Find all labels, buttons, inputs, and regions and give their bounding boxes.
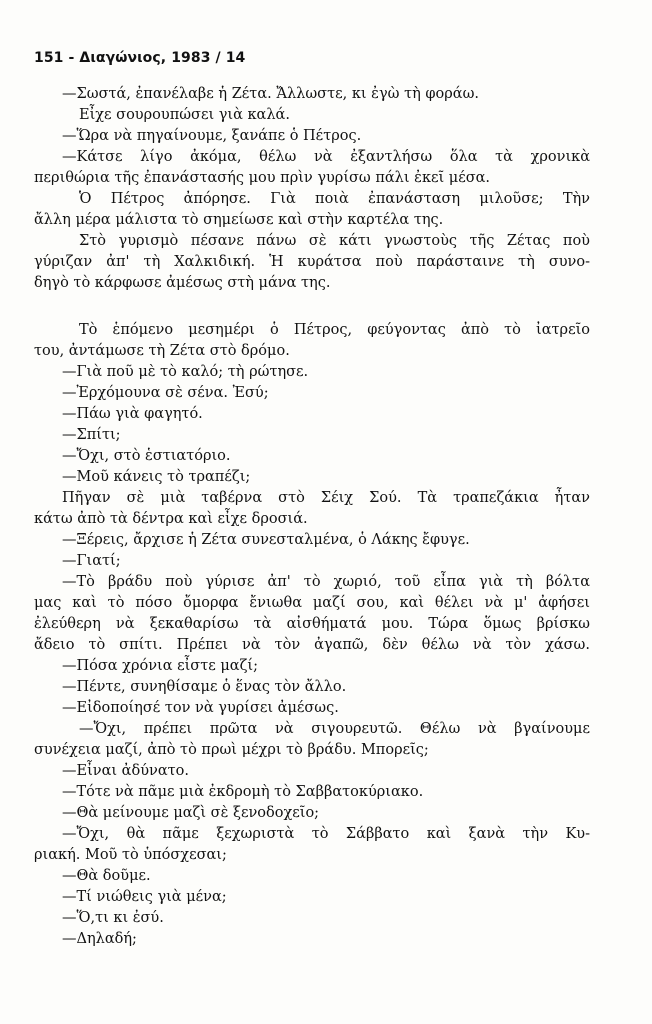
text-line: γύριζαν ἀπ' τὴ Χαλκιδική. Ἡ κυράτσα ποὺ παράσταινε τὴ συνο- (34, 254, 590, 270)
dialogue-line: —Ὅ,τι κι ἐσύ. (62, 910, 164, 926)
text-line: ἐλεύθερη νὰ ξεκαθαρίσω τὰ αἰσθήματά μου. Τώρα ὅμως βρίσκω (34, 616, 590, 632)
dialogue-line: —Ἐρχόμουνα σὲ σένα. Ἐσύ; (62, 385, 269, 401)
page-header: 151 - Διαγώνιος, 1983 / 14 (34, 50, 246, 66)
text-line: του, ἀντάμωσε τὴ Ζέτα στὸ δρόμο. (34, 343, 290, 359)
paragraph-gap (62, 294, 590, 320)
text-line: κάτω ἀπὸ τὰ δέντρα καὶ εἶχε δροσιά. (34, 511, 308, 527)
text-line: μας καὶ τὸ πόσο ὄμορφα ἔνιωθα μαζί σου, καὶ θέλει νὰ μ' ἀφήσει (34, 595, 590, 611)
dialogue-line: —Δηλαδή; (62, 931, 137, 947)
text-line: Στὸ γυρισμὸ πέσανε πάνω σὲ κάτι γνωστοὺς τῆς Ζέτας ποὺ (79, 233, 590, 249)
text-line: Εἶχε σουρουπώσει γιὰ καλά. (79, 107, 290, 123)
dialogue-line: —Μοῦ κάνεις τὸ τραπέζι; (62, 469, 251, 485)
text-line: Ὁ Πέτρος ἀπόρησε. Γιὰ ποιὰ ἐπανάσταση μιλοῦσε; Τὴν (79, 191, 590, 207)
dialogue-line: —Κάτσε λίγο ἀκόμα, θέλω νὰ ἐξαντλήσω ὅλα τὰ χρονικὰ (62, 149, 590, 165)
dialogue-line: —Θὰ δοῦμε. (62, 868, 151, 884)
text-line: Τὸ ἑπόμενο μεσημέρι ὁ Πέτρος, φεύγοντας ἀπὸ τὸ ἰατρεῖο (79, 322, 590, 338)
dialogue-line: —Γιατί; (62, 553, 121, 569)
dialogue-line: —Τὸ βράδυ ποὺ γύρισε ἀπ' τὸ χωριό, τοῦ εἶπα γιὰ τὴ βόλτα (62, 574, 590, 590)
text-line: Πῆγαν σὲ μιὰ ταβέρνα στὸ Σέιχ Σού. Τὰ τραπεζάκια ἦταν (62, 490, 590, 506)
text-line: περιθώρια τῆς ἐπανάστασής μου πρὶν γυρίσω πάλι ἐκεῖ μέσα. (34, 170, 491, 186)
dialogue-line: —Σπίτι; (62, 427, 121, 443)
dialogue-line: —Εἶναι ἀδύνατο. (62, 763, 189, 779)
dialogue-line: —Εἰδοποίησέ τον νὰ γυρίσει ἀμέσως. (62, 700, 339, 716)
dialogue-line: —Γιὰ ποῦ μὲ τὸ καλό; τὴ ρώτησε. (62, 364, 309, 380)
dialogue-line: —Πόσα χρόνια εἶστε μαζί; (62, 658, 258, 674)
dialogue-line: —Ξέρεις, ἄρχισε ἡ Ζέτα συνεσταλμένα, ὁ Λάκης ἔφυγε. (62, 532, 470, 548)
text-line: συνέχεια μαζί, ἀπὸ τὸ πρωὶ μέχρι τὸ βράδυ. Μπορεῖς; (34, 742, 429, 758)
dialogue-line: —Ὄχι, θὰ πᾶμε ξεχωριστὰ τὸ Σάββατο καὶ ξανὰ τὴν Κυ- (62, 826, 590, 842)
dialogue-line: —Πέντε, συνηθίσαμε ὁ ἕνας τὸν ἄλλο. (62, 679, 347, 695)
dialogue-line: —Θὰ μείνουμε μαζὶ σὲ ξενοδοχεῖο; (62, 805, 320, 821)
text-line: δηγὸ τὸ κάρφωσε ἀμέσως στὴ μάνα της. (34, 275, 331, 291)
dialogue-line: —Πάω γιὰ φαγητό. (62, 406, 203, 422)
dialogue-line: —Σωστά, ἐπανέλαβε ἡ Ζέτα. Ἄλλωστε, κι ἐγὼ τὴ φοράω. (62, 86, 480, 102)
dialogue-line: —Τί νιώθεις γιὰ μένα; (62, 889, 227, 905)
text-line: ριακή. Μοῦ τὸ ὑπόσχεσαι; (34, 847, 227, 863)
text-line: ἄδειο τὸ σπίτι. Πρέπει νὰ τὸν ἀγαπῶ, δὲν θέλω νὰ τὸν χάσω. (34, 637, 590, 653)
body-text (34, 84, 590, 950)
dialogue-line: —Ὄχι, στὸ ἑστιατόριο. (62, 448, 231, 464)
dialogue-line: —Ὥρα νὰ πηγαίνουμε, ξανάπε ὁ Πέτρος. (62, 128, 362, 144)
dialogue-line: —Τότε νὰ πᾶμε μιὰ ἐκδρομὴ τὸ Σαββατοκύριακο. (62, 784, 424, 800)
dialogue-line: —Ὄχι, πρέπει πρῶτα νὰ σιγουρευτῶ. Θέλω νὰ βγαίνουμε (79, 721, 590, 737)
text-line: ἄλλη μέρα μάλιστα τὸ σημείωσε καὶ στὴν καρτέλα της. (34, 212, 444, 228)
